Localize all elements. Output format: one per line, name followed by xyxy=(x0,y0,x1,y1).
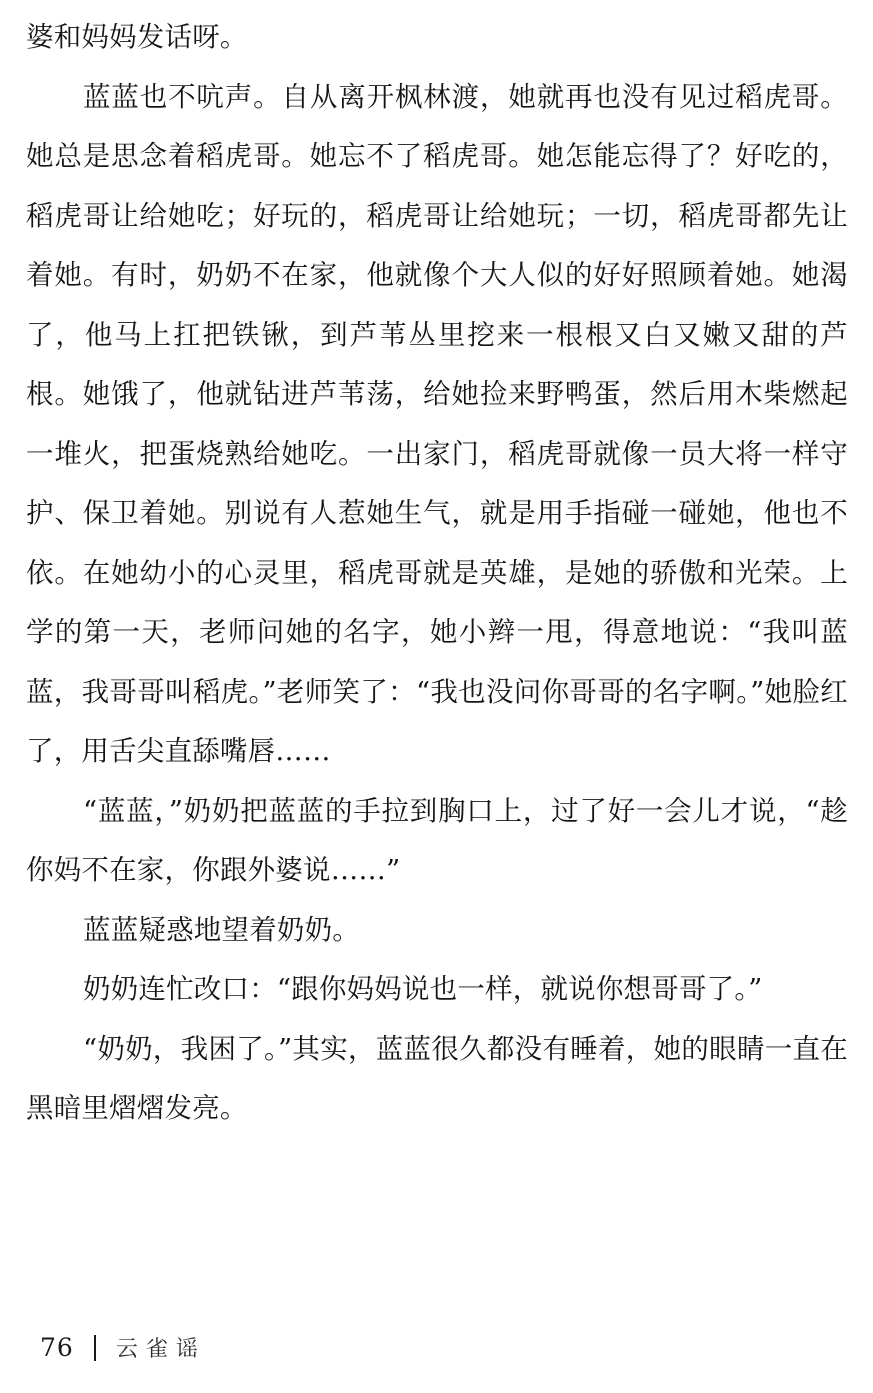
paragraph: 蓝蓝也不吭声。自从离开枫林渡，她就再也没有见过稻虎哥。她总是思念着稻虎哥。她忘不了稻虎哥。她怎能忘得了？好吃的，稻虎哥让给她吃；好玩的，稻虎哥让给她玩；一切，稻虎哥都先让着她。有时，奶奶不在家，他就像个大人似的好好照顾着她。她渴了，他马上扛把铁锹，到芦苇丛里挖来一根根又白又嫩又甜的芦根。她饿了，他就钻进芦苇荡，给她捡来野鸭蛋，然后用木柴燃起一堆火，把蛋烧熟给她吃。一出家门，稻虎哥就像一员大将一样守护、保卫着她。别说有人惹她生气，就是用手指碰一碰她，他也不依。在她幼小的心灵里，稻虎哥就是英雄，是她的骄傲和光荣。上学的第一天，老师问她的名字，她小辫一甩，得意地说：“我叫蓝蓝，我哥哥叫稻虎。”老师笑了：“我也没问你哥哥的名字啊。”她脸红了，用舌尖直舔嘴唇…… xyxy=(26,80,848,767)
paragraph: 奶奶连忙改口：“跟你妈妈说也一样，就说你想哥哥了。” xyxy=(83,973,763,1005)
paragraph: 婆和妈妈发话呀。 xyxy=(26,21,248,53)
page-body xyxy=(26,8,848,1139)
page-footer xyxy=(40,1332,206,1363)
book-title: 云雀谣 xyxy=(115,1337,206,1362)
paragraph: “奶奶，我困了。”其实，蓝蓝很久都没有睡着，她的眼睛一直在黑暗里熠熠发亮。 xyxy=(26,1032,848,1124)
footer-divider xyxy=(94,1335,96,1361)
paragraph: “蓝蓝，”奶奶把蓝蓝的手拉到胸口上，过了好一会儿才说，“趁你妈不在家，你跟外婆说……” xyxy=(26,794,848,886)
paragraph: 蓝蓝疑惑地望着奶奶。 xyxy=(83,913,360,946)
page-number: 76 xyxy=(40,1333,74,1362)
